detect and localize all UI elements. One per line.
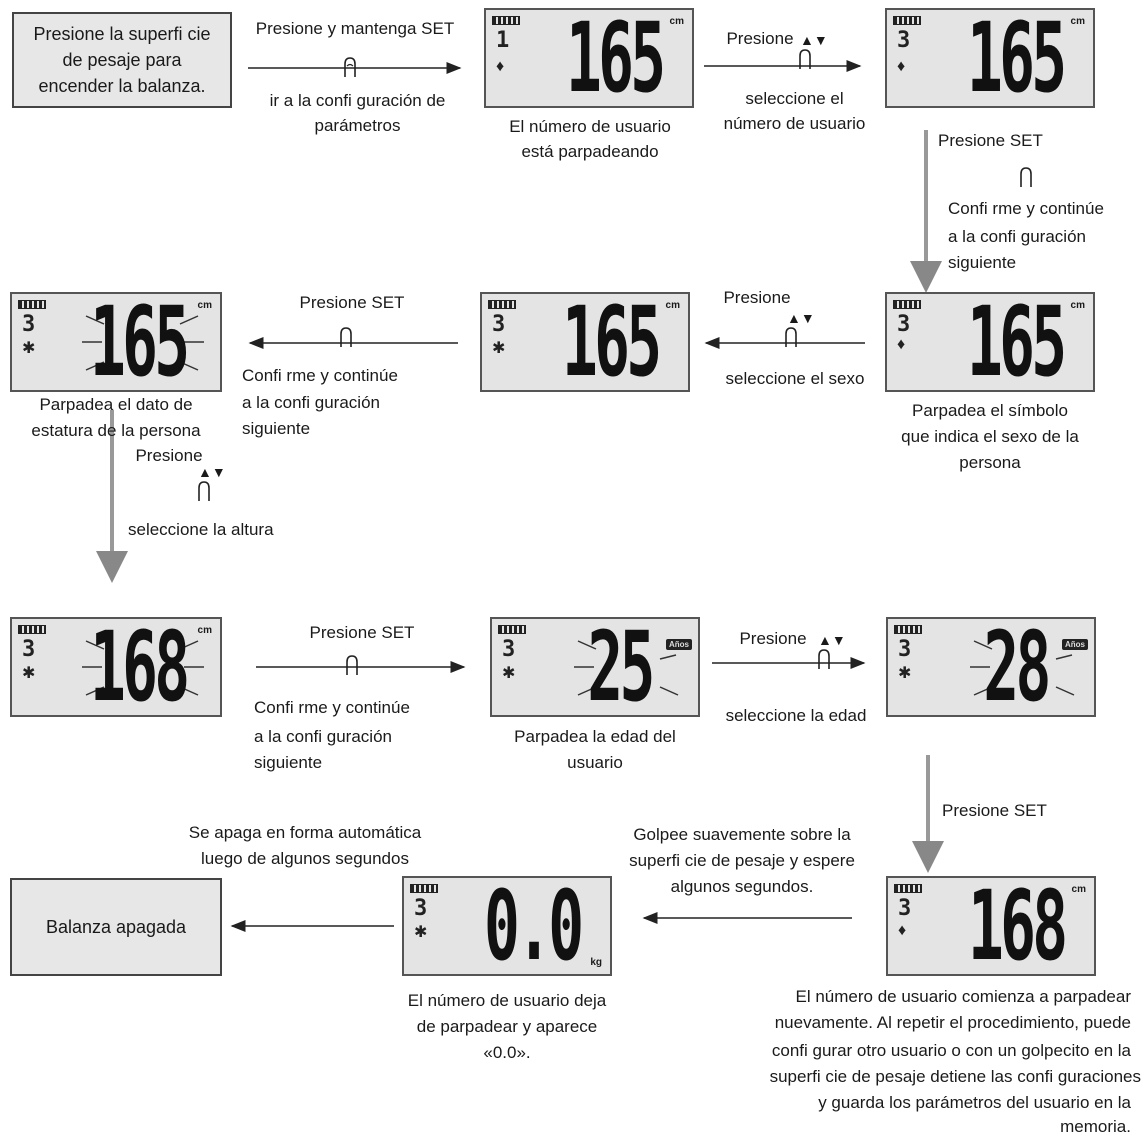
user-number: 3 — [897, 312, 911, 337]
unit-label: kg — [590, 957, 602, 968]
step11-line1: Se apaga en forma automática — [188, 823, 422, 842]
finger-press-icon — [342, 56, 358, 78]
lcd9-caption5: y guarda los parámetros del usuario en la — [818, 1093, 1131, 1112]
height-value: 165 — [966, 2, 1063, 114]
step6-bottom: seleccione la altura — [128, 520, 274, 539]
unit-label: cm — [1070, 300, 1085, 311]
lcd3-caption1: Parpadea el símbolo — [912, 401, 1068, 420]
finger-press-icon — [338, 326, 354, 348]
start-box — [12, 12, 232, 108]
step1-bottom1: ir a la confi guración de — [269, 91, 446, 110]
person-icon: ♦ — [496, 58, 505, 75]
lcd-display-user-number — [484, 2, 694, 114]
lcd5-caption1: Parpadea el dato de — [39, 395, 193, 414]
finger-press-icon — [783, 326, 799, 348]
step10-line3: algunos segundos. — [670, 877, 814, 896]
end-box-scale-off — [10, 878, 222, 976]
lcd9-caption6: memoria. — [1060, 1117, 1131, 1136]
user-number: 3 — [897, 28, 911, 53]
user-number: 3 — [22, 312, 36, 337]
person-icon: ✱ — [492, 340, 506, 357]
unit-label: cm — [1070, 16, 1085, 27]
age-value: 28 — [983, 611, 1048, 723]
lcd10-caption3: «0.0». — [483, 1043, 531, 1062]
person-icon: ♦ — [897, 336, 906, 353]
person-icon: ✱ — [22, 665, 36, 682]
finger-press-icon — [797, 48, 813, 70]
lcd-display-confirm — [886, 870, 1096, 982]
height-value: 165 — [561, 286, 658, 398]
step3-bottom3: siguiente — [948, 253, 1017, 272]
unit-label: Años — [666, 639, 692, 650]
finger-press-icon — [1018, 166, 1034, 188]
person-icon: ✱ — [898, 665, 912, 682]
lcd9-caption3: confi gurar otro usuario o con un golpecito en la — [771, 1041, 1131, 1060]
lcd9-caption4: superfi cie de pesaje detiene las confi guraciones — [769, 1067, 1141, 1086]
age-value: 25 — [587, 611, 652, 723]
height-value: 165 — [966, 286, 1063, 398]
step4-top: Presione — [723, 288, 791, 307]
step3-bottom2: a la confi guración — [948, 227, 1086, 246]
unit-label: cm — [665, 300, 680, 311]
step7-top: Presione SET — [309, 623, 415, 642]
lcd7-caption2: usuario — [567, 753, 623, 772]
step3-bottom1: Confi rme y continúe — [948, 199, 1104, 218]
user-number: 3 — [492, 312, 506, 337]
user-indicator-icon — [894, 884, 922, 893]
step11-line2: luego de algunos segundos — [201, 849, 409, 868]
up-down-triangle-icon: ▲▼ — [787, 310, 815, 326]
person-icon: ♦ — [897, 58, 906, 75]
up-down-triangle-icon: ▲▼ — [198, 464, 226, 480]
step5-bottom3: siguiente — [242, 419, 311, 438]
up-down-triangle-icon: ▲▼ — [800, 32, 828, 48]
lcd3-caption3: persona — [959, 453, 1021, 472]
step7-bottom1: Confi rme y continúe — [254, 698, 410, 717]
lcd1-caption2: está parpadeando — [521, 142, 659, 161]
height-value: 165 — [89, 286, 186, 398]
unit-label: cm — [669, 16, 684, 27]
unit-label: cm — [1071, 884, 1086, 895]
person-icon: ✱ — [22, 340, 36, 357]
lcd-display-sex-selected — [480, 286, 690, 398]
step8-bottom: seleccione la edad — [725, 706, 867, 725]
step6-top: Presione — [135, 446, 203, 465]
end-box-label: Balanza apagada — [45, 917, 187, 937]
height-value: 168 — [967, 870, 1064, 982]
user-indicator-icon — [893, 16, 921, 25]
step10-line1: Golpee suavemente sobre la — [633, 825, 851, 844]
user-number: 1 — [496, 28, 510, 53]
lcd-display-weight-zero — [402, 870, 612, 982]
step5-bottom1: Confi rme y continúe — [242, 366, 398, 385]
lcd10-caption1: El número de usuario deja — [407, 991, 607, 1010]
user-indicator-icon — [410, 884, 438, 893]
step10-line2: superfi cie de pesaje y espere — [629, 851, 855, 870]
lcd-display-sex-symbol — [885, 286, 1095, 398]
step9-label: Presione SET — [942, 801, 1047, 820]
step1-top: Presione y mantenga SET — [255, 19, 455, 38]
lcd1-caption1: El número de usuario — [509, 117, 671, 136]
finger-press-icon — [816, 648, 832, 670]
finger-press-icon — [196, 480, 212, 502]
step2-top: Presione — [726, 29, 794, 48]
user-number: 3 — [898, 637, 912, 662]
lcd-display-height-blinking — [10, 286, 222, 398]
lcd-display-age-selected — [886, 611, 1096, 723]
lcd-display-height-selected — [10, 611, 222, 723]
user-number: 3 — [22, 637, 36, 662]
lcd3-caption2: que indica el sexo de la — [901, 427, 1079, 446]
lcd-display-user-selected — [885, 2, 1095, 114]
step3-top: Presione SET — [938, 131, 1043, 150]
start-box-line2: de pesaje para — [62, 50, 182, 70]
up-down-triangle-icon: ▲▼ — [818, 632, 846, 648]
step2-bottom1: seleccione el — [745, 89, 844, 108]
weight-value: 0.0 — [483, 870, 580, 982]
height-value: 168 — [89, 611, 186, 723]
start-box-line1: Presione la superfi cie — [33, 24, 211, 44]
step5-top: Presione SET — [299, 293, 405, 312]
step1-bottom2: parámetros — [314, 116, 401, 135]
unit-label: Años — [1062, 639, 1088, 650]
unit-label: cm — [197, 625, 212, 636]
user-indicator-icon — [492, 16, 520, 25]
height-value: 165 — [565, 2, 662, 114]
lcd9-caption2: nuevamente. Al repetir el procedimiento, puede — [774, 1013, 1131, 1032]
step4-bottom: seleccione el sexo — [725, 369, 865, 388]
finger-press-icon — [344, 654, 360, 676]
user-indicator-icon — [488, 300, 516, 309]
person-icon: ✱ — [502, 665, 516, 682]
user-number: 3 — [414, 896, 428, 921]
lcd7-caption1: Parpadea la edad del — [514, 727, 676, 746]
step7-bottom2: a la confi guración — [254, 727, 392, 746]
step8-top: Presione — [739, 629, 807, 648]
user-indicator-icon — [893, 300, 921, 309]
step2-bottom2: número de usuario — [723, 114, 866, 133]
start-box-line3: encender la balanza. — [38, 76, 206, 96]
lcd5-caption2: estatura de la persona — [31, 421, 201, 440]
step7-bottom3: siguiente — [254, 753, 323, 772]
lcd10-caption2: de parpadear y aparece — [416, 1017, 598, 1036]
user-number: 3 — [502, 637, 516, 662]
lcd9-caption1: El número de usuario comienza a parpadear — [795, 987, 1131, 1006]
step5-bottom2: a la confi guración — [242, 393, 380, 412]
lcd-display-age-blinking — [490, 611, 700, 723]
person-icon: ♦ — [898, 922, 907, 939]
user-number: 3 — [898, 896, 912, 921]
unit-label: cm — [197, 300, 212, 311]
person-icon: ✱ — [414, 924, 428, 941]
